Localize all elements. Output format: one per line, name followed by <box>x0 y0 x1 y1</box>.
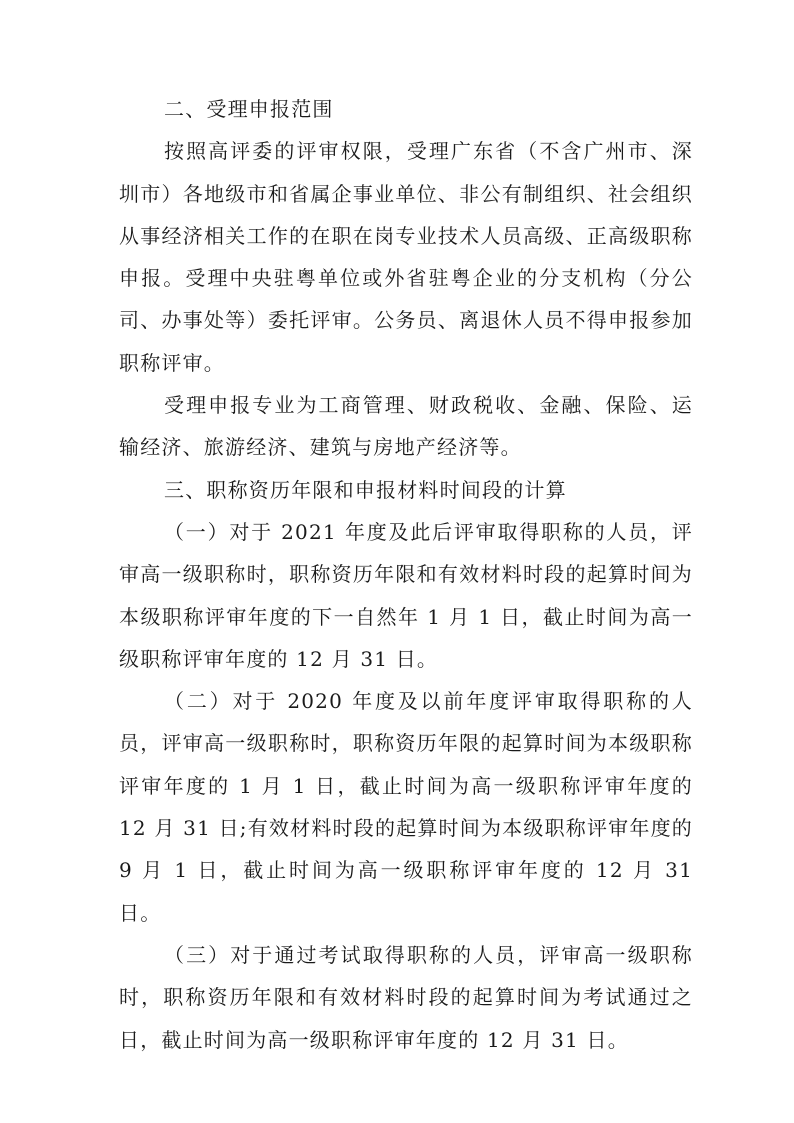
document-body <box>119 88 693 1061</box>
section-3-item-1: （一）对于 2021 年度及此后评审取得职称的人员，评审高一级职称时，职称资历年限和有效材料时段的起算时间为本级职称评审年度的下一自然年 1 月 1 日，截止时间为高一级职称评审年度的 12 月 31 日。 <box>119 519 693 671</box>
section-2-paragraph-2: 受理申报专业为工商管理、财政税收、金融、保险、运输经济、旅游经济、建筑与房地产经济等。 <box>119 393 693 460</box>
section-3-item-3: （三）对于通过考试取得职称的人员，评审高一级职称时，职称资历年限和有效材料时段的起算时间为考试通过之日，截止时间为高一级职称评审年度的 12 月 31 日。 <box>119 942 693 1052</box>
section-2-paragraph-1: 按照高评委的评审权限，受理广东省（不含广州市、深圳市）各地级市和省属企事业单位、非公有制组织、社会组织从事经济相关工作的在职在岗专业技术人员高级、正高级职称申报。受理中央驻粤单位或外省驻粤企业的分支机构（分公司、办事处等）委托评审。公务员、离退休人员不得申报参加职称评审。 <box>119 139 693 375</box>
section-2-heading: 二、受理申报范围 <box>164 97 334 121</box>
section-3-item-2: （二）对于 2020 年度及以前年度评审取得职称的人员，评审高一级职称时，职称资历年限的起算时间为本级职称评审年度的 1 月 1 日，截止时间为高一级职称评审年度的 12 月 31 日;有效材料时段的起算时间为本级职称评审年度的 9 月 1 日，截止时间为高一级职称评审年度的 12 月 31 日。 <box>119 689 693 925</box>
section-3-heading: 三、职称资历年限和申报材料时间段的计算 <box>164 477 567 502</box>
